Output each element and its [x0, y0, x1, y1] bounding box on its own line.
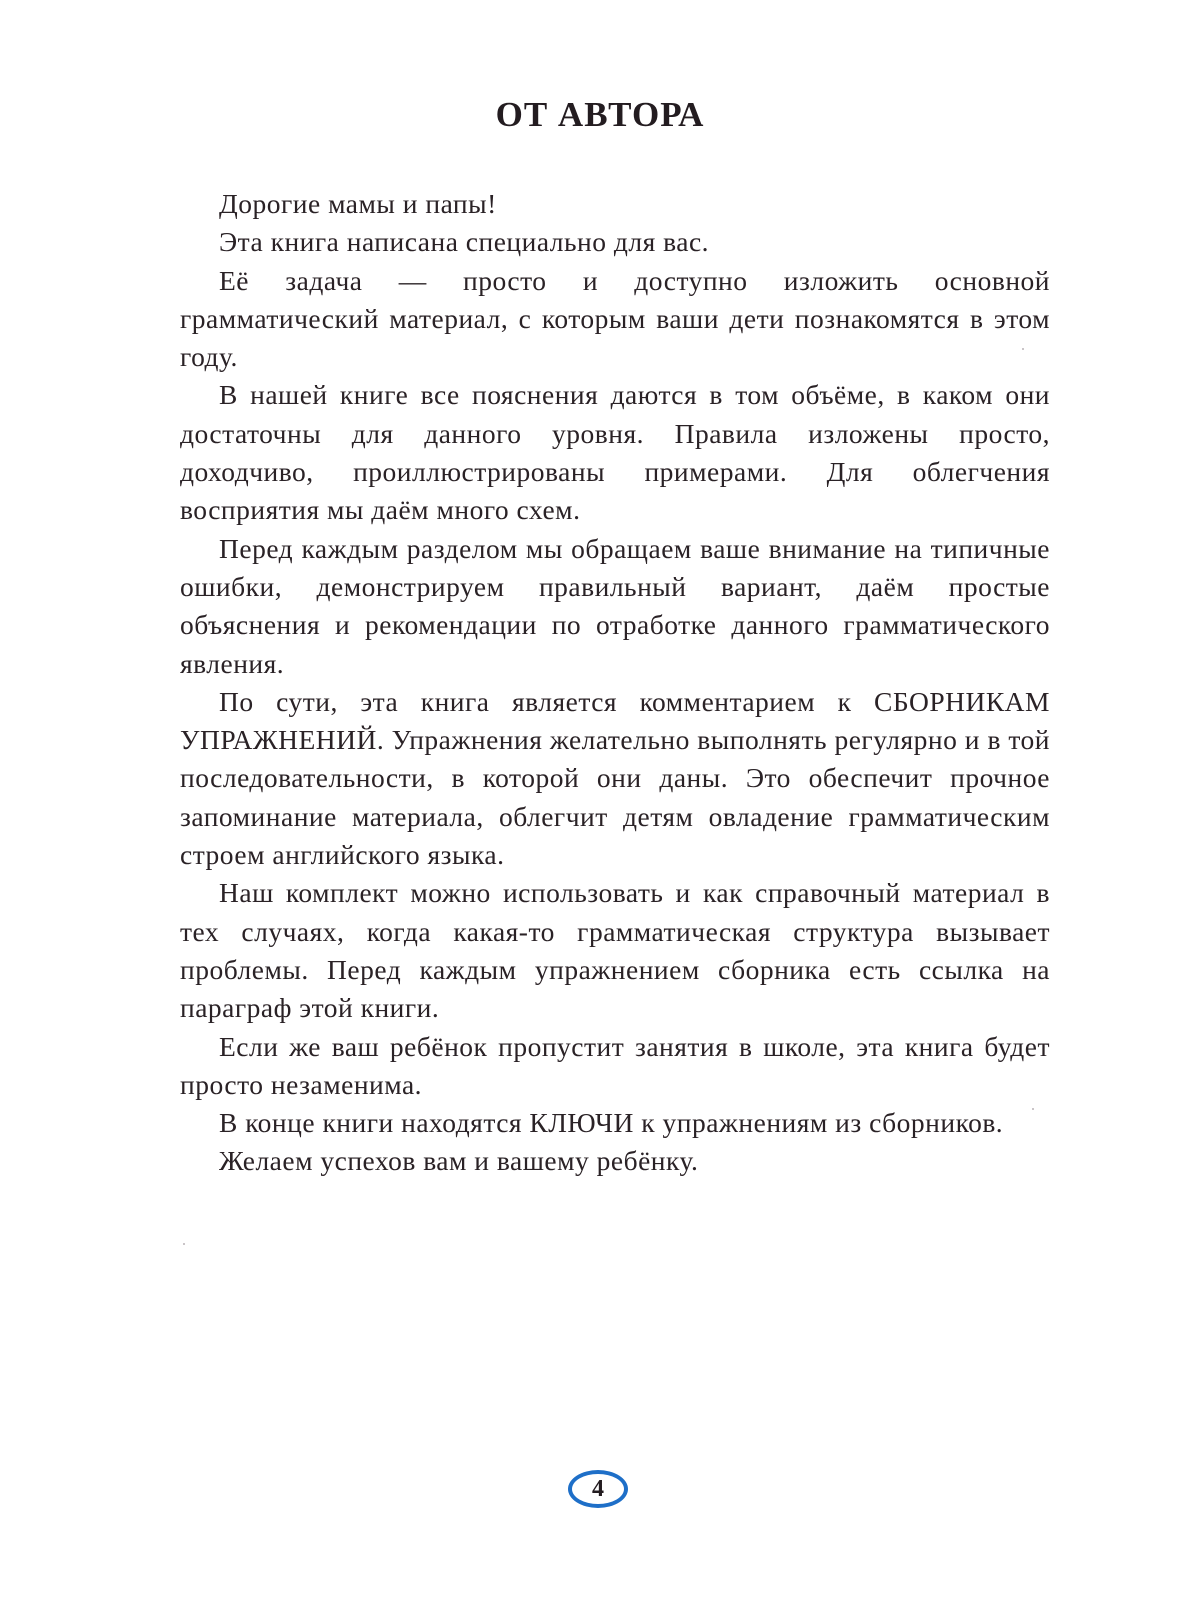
page-number-badge: 4: [568, 1470, 628, 1508]
paragraph-greeting: Дорогие мамы и папы!: [219, 188, 497, 219]
paragraph-keys: В конце книги находятся КЛЮЧИ к упражнениям из сборников.: [219, 1107, 1004, 1139]
paragraph-typical-errors: Перед каждым разделом мы обращаем ваше внимание на типичные ошибки, демонстрируем правильный вариант, даём простые объяснения и рекомендации по отработке данного грамматического явления.: [180, 532, 1050, 679]
print-speck: [1032, 1108, 1034, 1110]
paragraph-purpose: Эта книга написана специально для вас.: [219, 226, 710, 258]
paragraph-exercises: По сути, эта книга является комментарием к СБОРНИКАМ УПРАЖНЕНИЙ. Упражнения желательно выполнять регулярно и в той последовательности, в которой они даны. Это обеспечит прочное запоминание материала, облегчит детям овладение грамматическим строем английского языка.: [180, 685, 1050, 871]
print-speck: [1022, 348, 1024, 350]
author-foreword-text: [180, 185, 1050, 1181]
paragraph-missed-classes: Если же ваш ребёнок пропустит занятия в школе, эта книга будет просто незаменима.: [180, 1030, 1050, 1100]
paragraph-task: Её задача — просто и доступно изложить основной грамматический материал, с которым ваши дети познакомятся в этом году.: [180, 264, 1050, 373]
paragraph-explanations: В нашей книге все пояснения даются в том объёме, в каком они достаточны для данного уровня. Правила изложены просто, доходчиво, проиллюстрированы примерами. Для облегчения восприятия мы даём много схем.: [180, 379, 1050, 526]
page-title: ОТ АВТОРА: [495, 95, 705, 135]
print-speck: [183, 1243, 185, 1245]
paragraph-wishes: Желаем успехов вам и вашему ребёнку.: [219, 1145, 699, 1177]
paragraph-reference: Наш комплект можно использовать и как справочный материал в тех случаях, когда какая-то грамматическая структура вызывает проблемы. Перед каждым упражнением сборника есть ссылка на параграф этой книги.: [180, 877, 1050, 1024]
